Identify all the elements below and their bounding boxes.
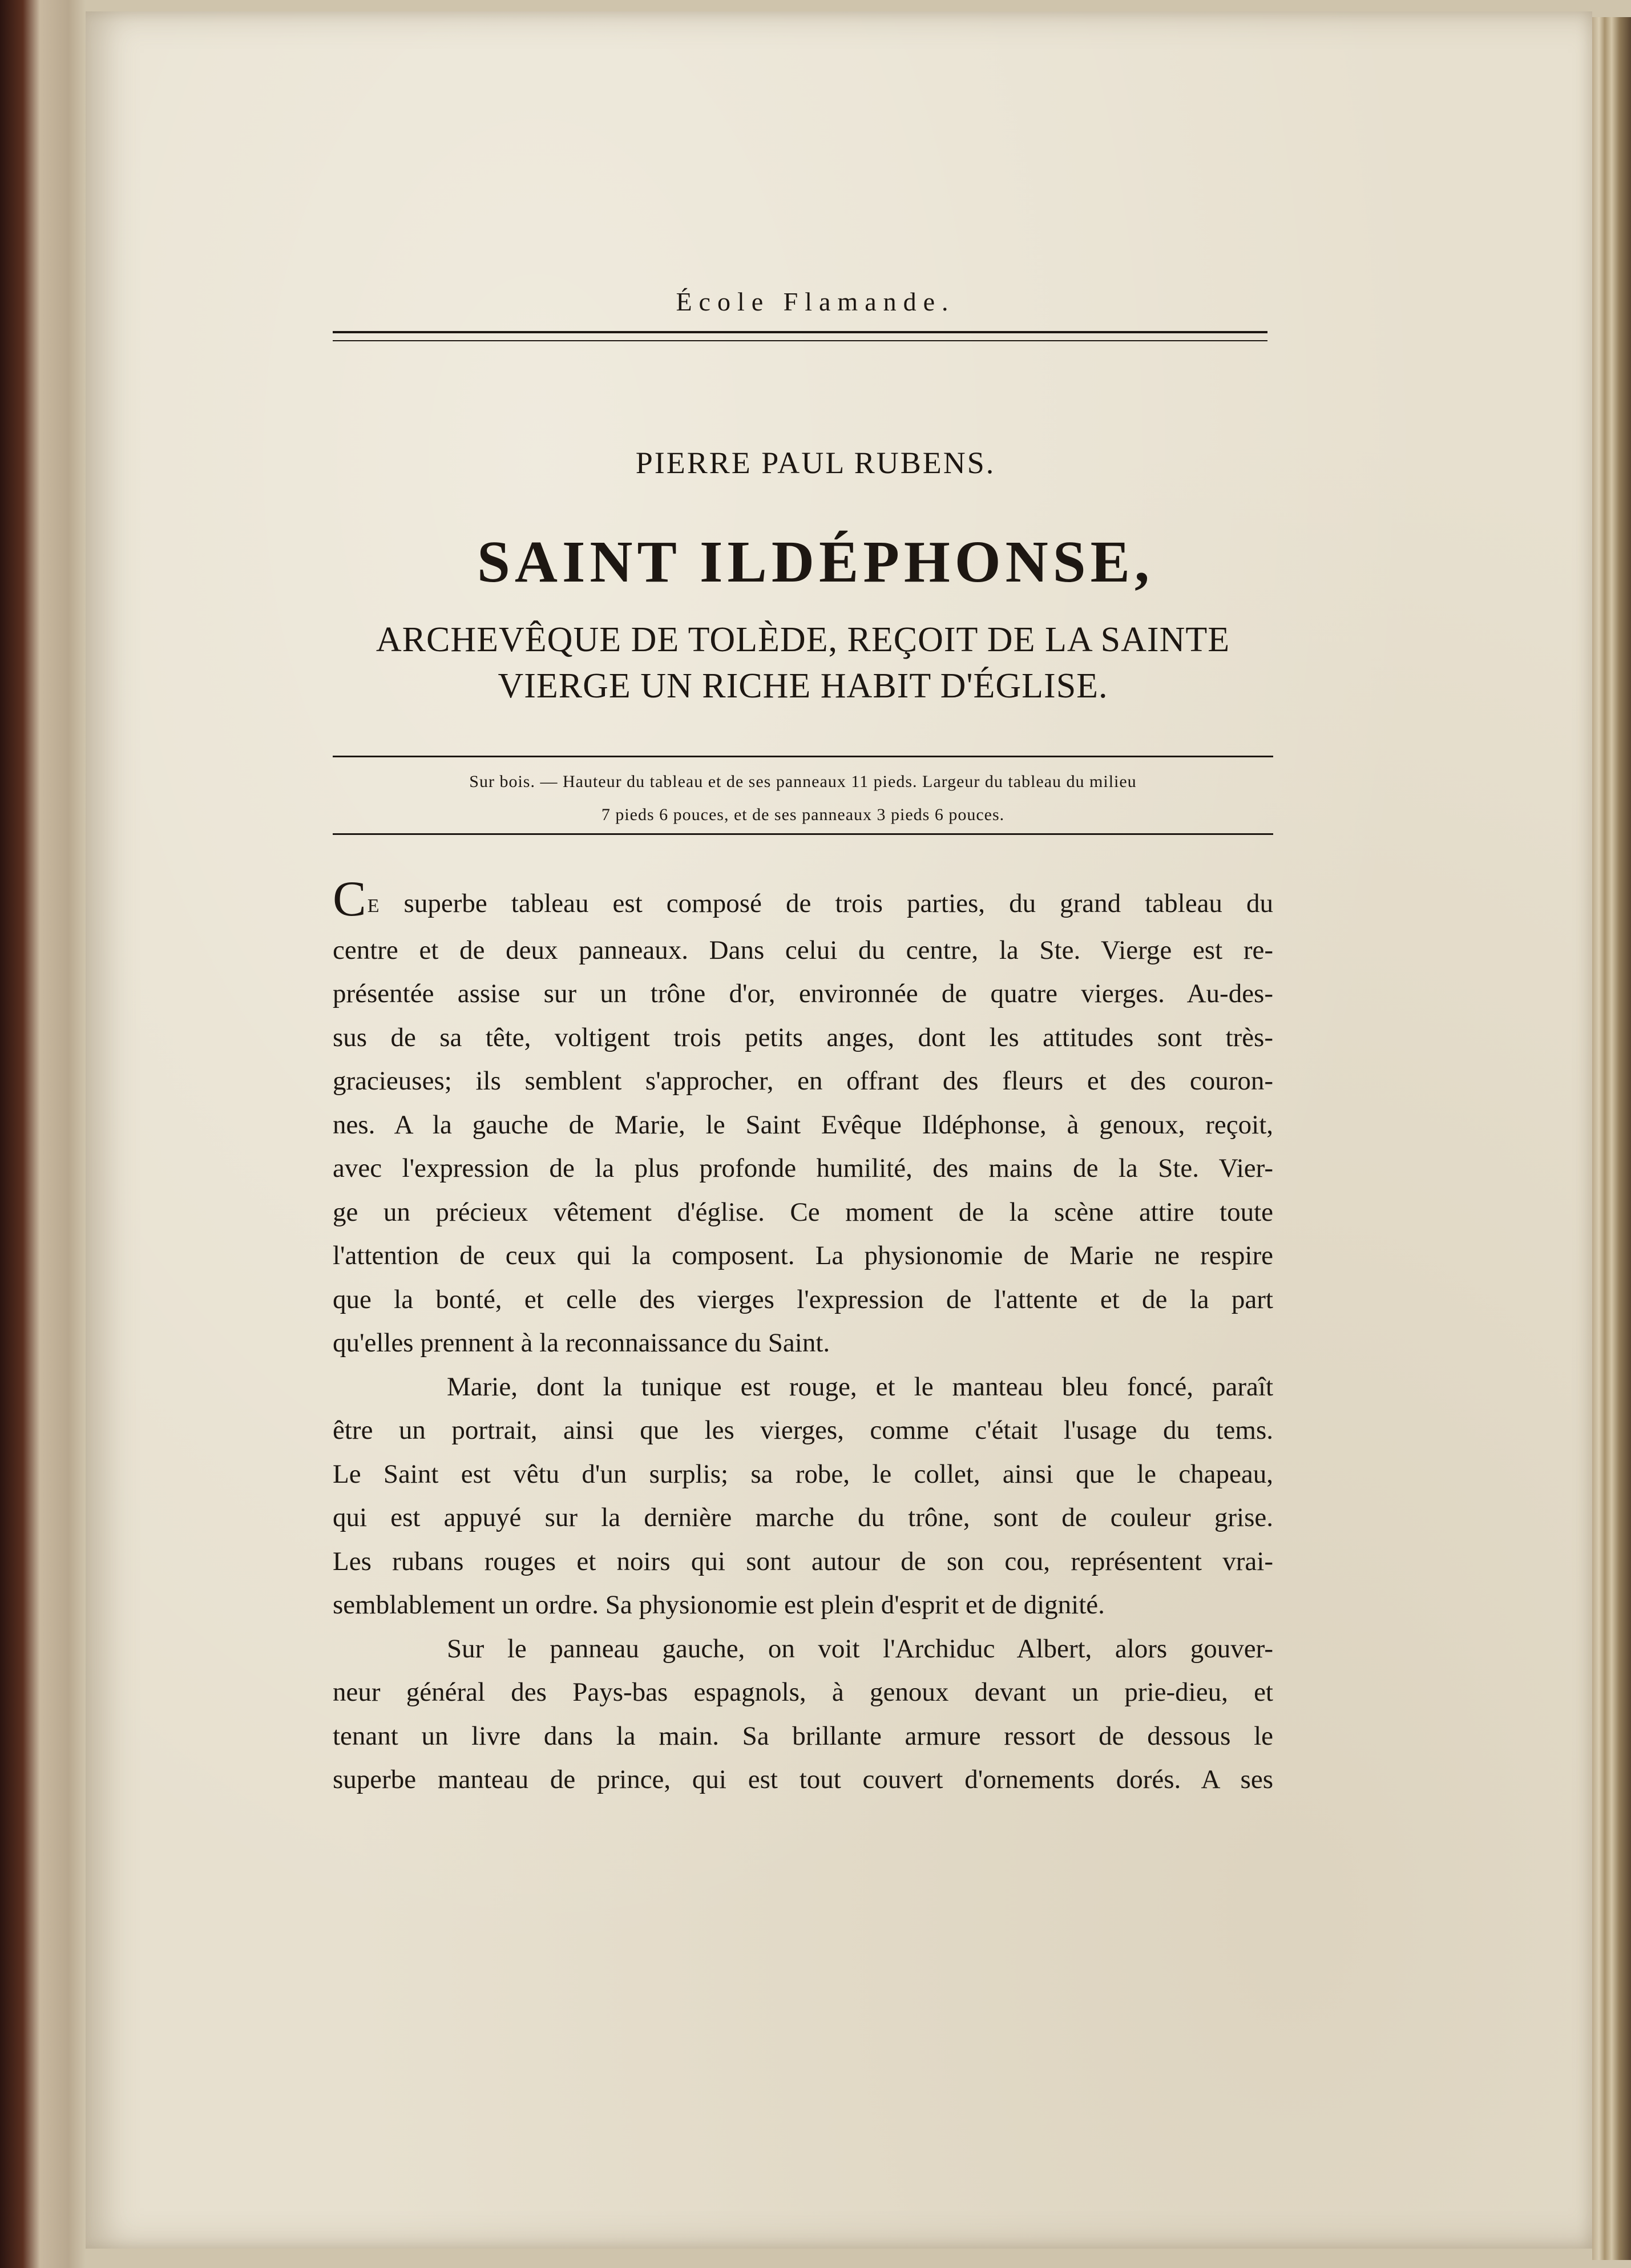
text-line: Sur le panneau gauche, on voit l'Archiduc Albert, alors gouver-: [447, 1633, 1273, 1664]
paragraph-3: [333, 1627, 1273, 1802]
text-line: Le Saint est vêtu d'un surplis; sa robe, le collet, ainsi que le chapeau,: [333, 1459, 1273, 1489]
text-line: tenant un livre dans la main. Sa brillante armure ressort de dessous le: [333, 1721, 1273, 1751]
text-line: nes. A la gauche de Marie, le Saint Evêque Ildéphonse, à genoux, reçoit,: [333, 1109, 1273, 1140]
body-text: [333, 871, 1273, 1802]
text-line: neur général des Pays-bas espagnols, à genoux devant un prie-dieu, et: [333, 1677, 1273, 1707]
text-line: Les rubans rouges et noirs qui sont autour de son cou, représentent vrai-: [333, 1546, 1273, 1576]
subtitle-line-2: VIERGE UN RICHE HABIT D'ÉGLISE.: [498, 667, 1108, 705]
paragraph-2: [333, 1365, 1273, 1627]
text-line: qui est appuyé sur la dernière marche du trône, sont de couleur grise.: [333, 1503, 1273, 1532]
text-line: être un portrait, ainsi que les vierges, comme c'était l'usage du tems.: [333, 1415, 1273, 1445]
text-line: que la bonté, et celle des vierges l'expression de l'attente et de la part: [333, 1284, 1273, 1314]
running-head: École Flamande.: [676, 287, 955, 316]
text-line: avec l'expression de la plus profonde humilité, des mains de la Ste. Vier-: [333, 1153, 1273, 1183]
text-line: centre et de deux panneaux. Dans celui du centre, la Ste. Vierge est re-: [333, 935, 1273, 965]
artist-name: PIERRE PAUL RUBENS.: [635, 446, 996, 480]
header-double-rule: [333, 331, 1267, 341]
text-line: semblablement un ordre. Sa physionomie est plein d'esprit et de dignité.: [333, 1590, 1105, 1620]
text-line: Marie, dont la tunique est rouge, et le manteau bleu foncé, paraît: [447, 1371, 1273, 1402]
small-cap: E: [367, 895, 380, 917]
text-line: superbe manteau de prince, qui est tout couvert d'ornements dorés. A ses: [333, 1765, 1273, 1794]
dimensions-line-1: Sur bois. — Hauteur du tableau et de ses panneaux 11 pieds. Largeur du tableau du milieu: [469, 772, 1137, 791]
paragraph-1: [333, 871, 1273, 1365]
drop-cap: C: [333, 871, 366, 927]
text-line: ge un précieux vêtement d'église. Ce moment de la scène attire toute: [333, 1197, 1273, 1227]
text-line: gracieuses; ils semblent s'approcher, en offrant des fleurs et des couron-: [333, 1066, 1273, 1096]
subtitle-line-1: ARCHEVÊQUE DE TOLÈDE, REÇOIT DE LA SAINTE: [376, 620, 1230, 659]
text-line: l'attention de ceux qui la composent. La physionomie de Marie ne respire: [333, 1241, 1273, 1270]
page-title: SAINT ILDÉPHONSE,: [477, 529, 1154, 595]
text-line: présentée assise sur un trône d'or, environnée de quatre vierges. Au-des-: [333, 979, 1273, 1008]
text-line: CE superbe tableau est composé de trois parties, du grand tableau du: [333, 871, 1273, 927]
dimensions-top-rule: [333, 756, 1273, 757]
dimensions-bottom-rule: [333, 833, 1273, 835]
text-line: qu'elles prennent à la reconnaissance du Saint.: [333, 1328, 830, 1358]
dimensions-line-2: 7 pieds 6 pouces, et de ses panneaux 3 pieds 6 pouces.: [601, 805, 1005, 824]
page-edges: [1592, 17, 1631, 2260]
text-line: sus de sa tête, voltigent trois petits anges, dont les attitudes sont très-: [333, 1022, 1273, 1052]
